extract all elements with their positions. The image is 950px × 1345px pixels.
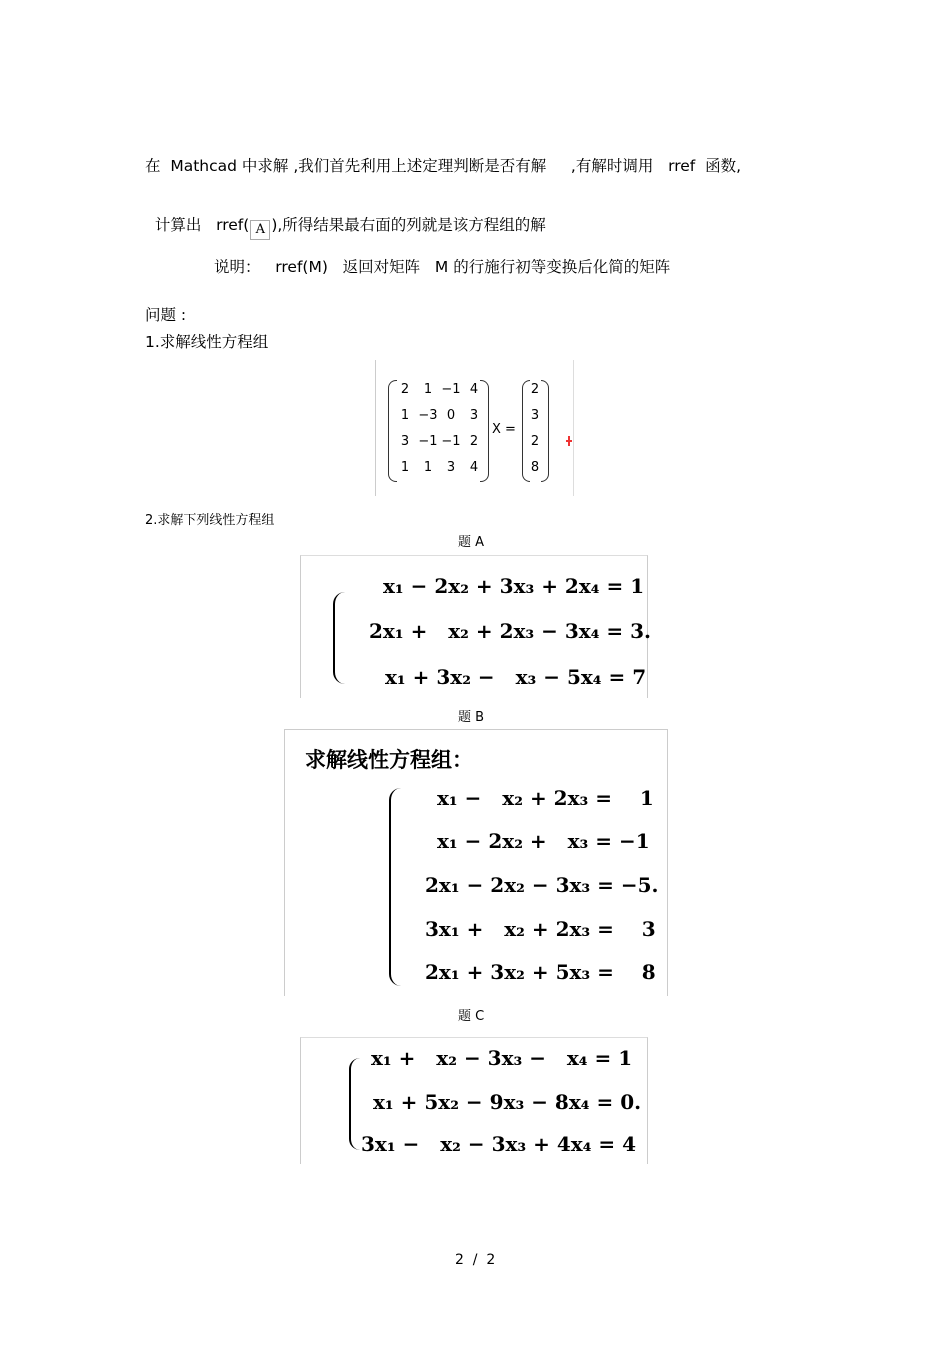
matrix-cell: 2 [469,434,479,449]
problem-c-title: 题 C [458,1009,485,1024]
problem-b-equation-4: 3x₁ + x₂ + 2x₃ = 3 [425,917,656,941]
problem-a-equation-2: 2x₁ + x₂ + 2x₃ − 3x₄ = 3. [369,619,652,643]
rhs-cell: 2 [530,434,540,449]
rhs-cell: 3 [530,408,540,423]
problem-a-brace [333,592,345,684]
problem-c-figure [300,1037,648,1164]
problem-c-equation-2: x₁ + 5x₂ − 9x₃ − 8x₄ = 0. [373,1090,642,1114]
page-number: 2 / 2 [455,1252,496,1268]
problem-b-equation-2: x₁ − 2x₂ + x₃ = −1 [437,829,650,853]
matrix-cell: 1 [423,460,433,475]
matrix-cell: 0 [446,408,456,423]
problem-c-equation-3: 3x₁ − x₂ − 3x₃ + 4x₄ = 4 [361,1132,637,1156]
matrix-cell: −3 [418,408,438,423]
problem-b-brace [389,788,401,986]
problem-b-equation-1: x₁ − x₂ + 2x₃ = 1 [437,786,654,810]
problem-a-figure [300,555,652,698]
intro-line-1: 在 Mathcad 中求解 ,我们首先利用上述定理判断是否有解 ,有解时调用 rref 函数, [145,157,742,175]
rref-note: 说明： rref(M) 返回对矩阵 M 的行施行初等变换后化简的矩阵 [214,258,671,276]
matrix-cell: 3 [469,408,479,423]
matrix-cell: 2 [400,382,410,397]
question-2-label: 2.求解下列线性方程组 [145,513,275,528]
problem-c-brace [349,1058,360,1150]
rhs-cell: 8 [530,460,540,475]
problem-b-title: 题 B [458,710,485,725]
question-1-matrix-figure [375,360,574,496]
intro-line-2-end: ),所得结果最右面的列就是该方程组的解 [271,216,546,234]
problem-a-equation-1: x₁ − 2x₂ + 3x₃ + 2x₄ = 1 [383,574,645,598]
matrix-cell: 4 [469,382,479,397]
matrix-cell: 1 [423,382,433,397]
problem-a-equation-3: x₁ + 3x₂ − x₃ − 5x₄ = 7 [385,665,647,689]
cursor-mark-vertical [568,436,570,446]
question-heading: 问题 : [145,306,187,324]
rhs-cell: 2 [530,382,540,397]
x-equals-label: X = [492,422,516,437]
problem-c-equation-1: x₁ + x₂ − 3x₃ − x₄ = 1 [371,1046,633,1070]
matrix-a-icon: A [250,220,270,240]
problem-b-heading: 求解线性方程组： [305,748,473,772]
matrix-cell: 1 [400,408,410,423]
problem-b-figure [284,729,668,996]
matrix-cell: −1 [441,434,461,449]
matrix-cell: 1 [400,460,410,475]
problem-b-equation-3: 2x₁ − 2x₂ − 3x₃ = −5. [425,873,659,897]
question-1-label: 1.求解线性方程组 [145,333,269,351]
matrix-cell: 3 [446,460,456,475]
intro-line-2 [145,195,546,240]
intro-line-2-start: 计算出 rref( [154,216,250,234]
matrix-cell: 4 [469,460,479,475]
matrix-cell: −1 [441,382,461,397]
matrix-cell: −1 [418,434,438,449]
matrix-cell: 3 [400,434,410,449]
problem-b-equation-5: 2x₁ + 3x₂ + 5x₃ = 8 [425,960,656,984]
problem-a-title: 题 A [458,535,485,550]
